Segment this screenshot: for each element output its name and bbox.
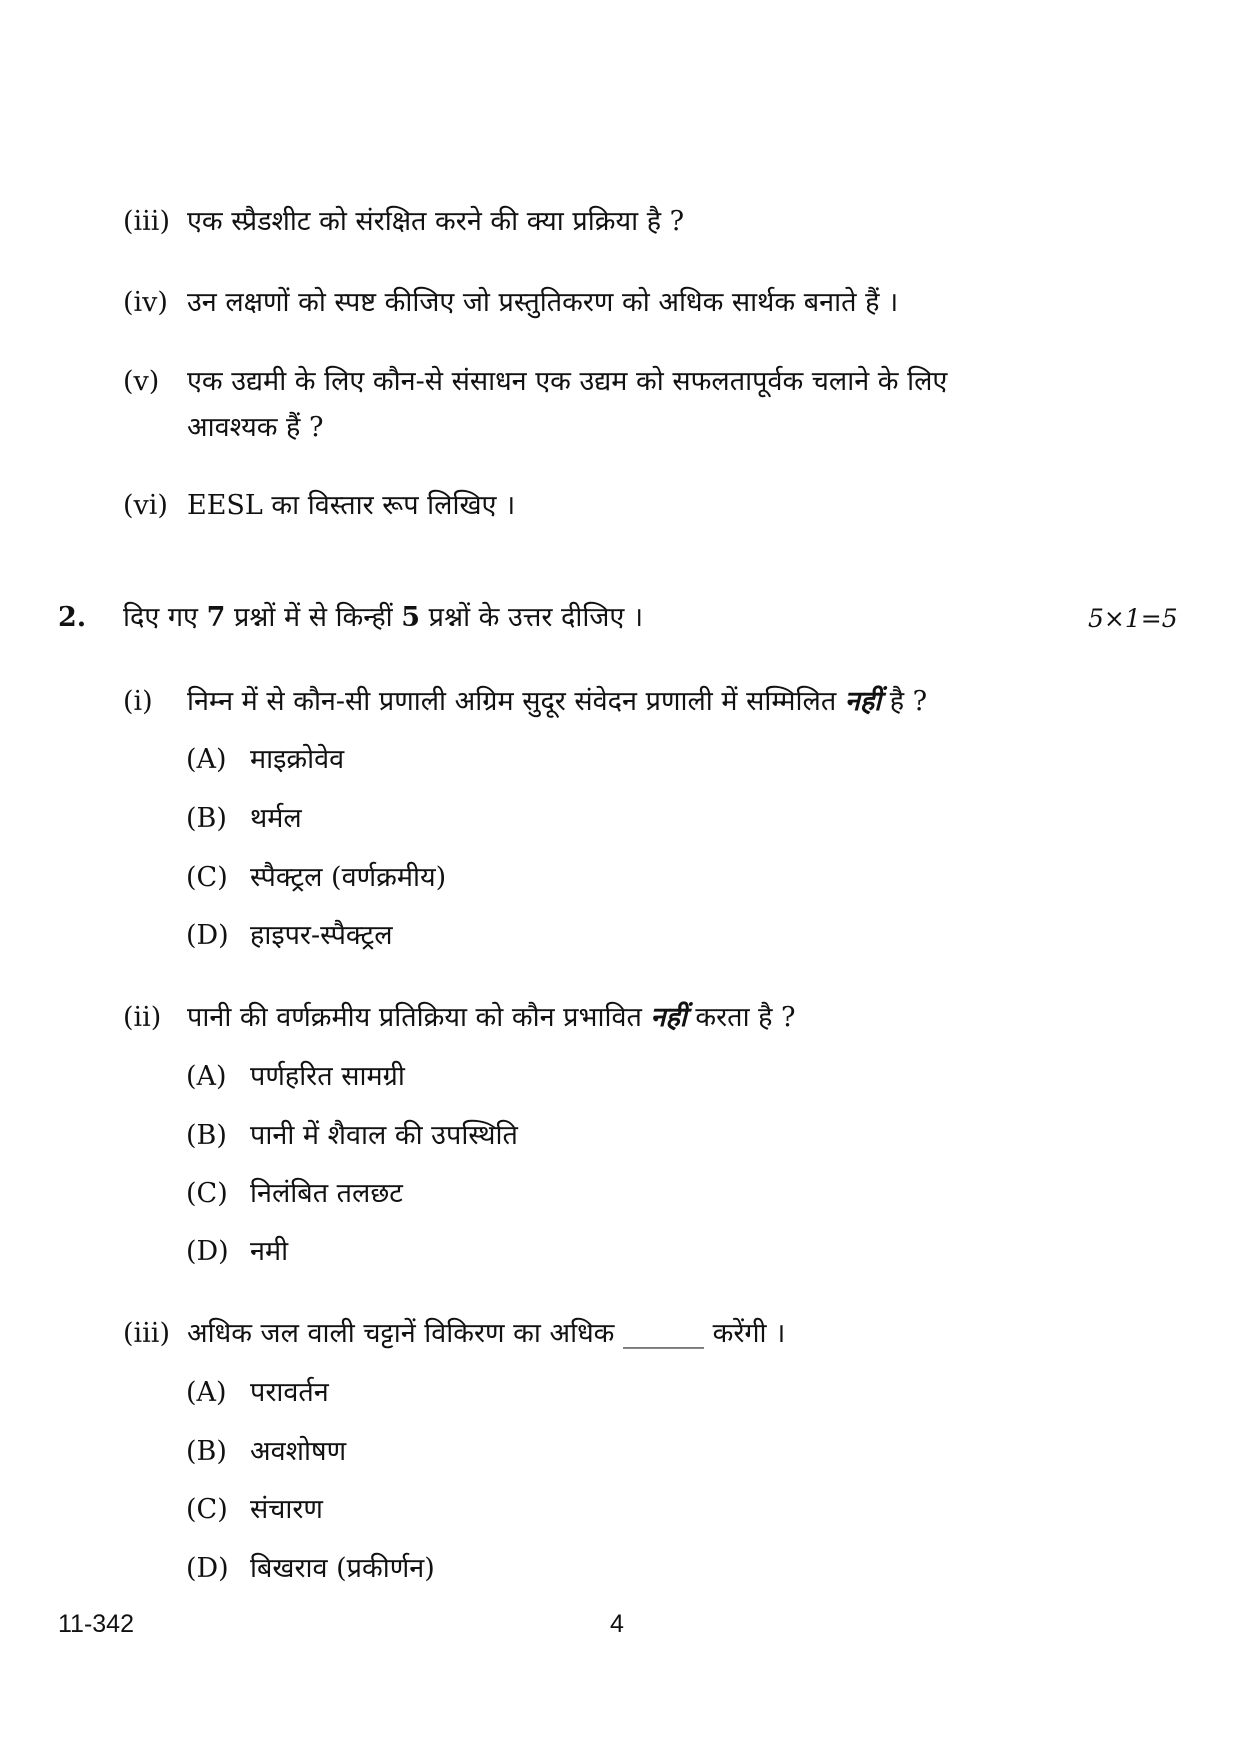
item-number: (ii) (123, 1002, 162, 1033)
option-text: पर्णहरित सामग्री (250, 1061, 405, 1092)
item-number: (i) (123, 686, 153, 717)
item-text-line-1: एक उद्यमी के लिए कौन-से संसाधन एक उद्यम को सफलतापूर्वक चलाने के लिए (187, 366, 948, 397)
item-text-line-2: आवश्यक हैं ? (187, 412, 324, 443)
emphasis-nahi: नहीं (844, 686, 882, 717)
option-text: बिखराव (प्रकीर्णन) (250, 1553, 435, 1584)
item-text: पानी की वर्णक्रमीय प्रतिक्रिया को कौन प्रभावित नहीं करता है ? (187, 1002, 796, 1033)
option-letter: (C) (186, 1494, 228, 1525)
option-letter: (A) (186, 1061, 227, 1092)
option-text: स्पैक्ट्रल (वर्णक्रमीय) (250, 862, 447, 893)
option-text: हाइपर-स्पैक्ट्रल (250, 920, 393, 951)
option-letter: (B) (186, 1436, 227, 1467)
paper-code: 11-342 (58, 1610, 134, 1638)
emphasis-nahi: नहीं (650, 1002, 687, 1033)
option-text: नमी (250, 1236, 289, 1267)
option-text: माइक्रोवेव (250, 744, 345, 775)
item-text: एक स्प्रैडशीट को संरक्षित करने की क्या प्रक्रिया है ? (187, 206, 685, 237)
item-number: (iv) (123, 287, 168, 318)
item-text: उन लक्षणों को स्पष्ट कीजिए जो प्रस्तुतिकरण को अधिक सार्थक बनाते हैं । (187, 287, 899, 318)
question-instruction: दिए गए 7 प्रश्नों में से किन्हीं 5 प्रश्नों के उत्तर दीजिए । (123, 602, 644, 633)
item-text: अधिक जल वाली चट्टानें विकिरण का अधिक ______ करेंगी । (187, 1318, 786, 1349)
option-text: अवशोषण (250, 1436, 347, 1467)
option-letter: (C) (186, 862, 228, 893)
item-number: (iii) (123, 1318, 170, 1349)
option-letter: (A) (186, 1377, 227, 1408)
item-text: EESL का विस्तार रूप लिखिए । (187, 490, 516, 521)
option-letter: (D) (186, 1236, 229, 1267)
option-letter: (D) (186, 920, 229, 951)
option-text: निलंबित तलछट (250, 1178, 403, 1209)
option-letter: (B) (186, 1120, 227, 1151)
option-letter: (D) (186, 1553, 229, 1584)
option-letter: (A) (186, 744, 227, 775)
marks-allocation: 5×1=5 (1088, 604, 1178, 633)
option-text: थर्मल (250, 803, 302, 834)
item-number: (iii) (123, 206, 170, 237)
item-text: निम्न में से कौन-सी प्रणाली अग्रिम सुदूर संवेदन प्रणाली में सम्मिलित नहीं है ? (187, 686, 928, 717)
option-text: पानी में शैवाल की उपस्थिति (250, 1120, 518, 1151)
item-number: (v) (123, 366, 160, 397)
item-number: (vi) (123, 490, 168, 521)
option-text: संचारण (250, 1494, 323, 1525)
option-text: परावर्तन (250, 1377, 329, 1408)
option-letter: (C) (186, 1178, 228, 1209)
page-number: 4 (610, 1610, 624, 1638)
question-number: 2. (58, 602, 87, 633)
option-letter: (B) (186, 803, 227, 834)
